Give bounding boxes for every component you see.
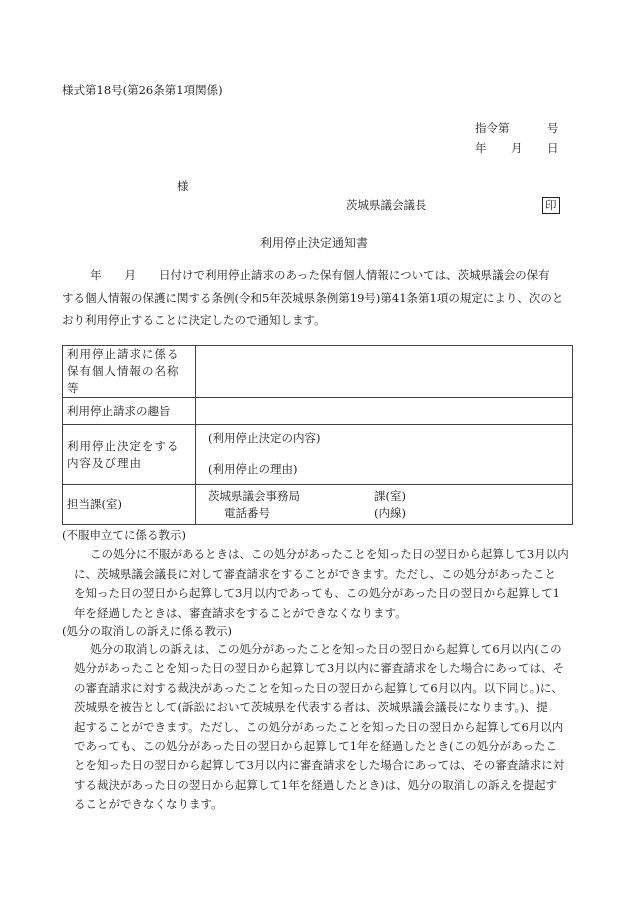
lawsuit-line: 茨城県を被告として(訴訟において茨城県を代表する者は、茨城県議会議長になります。)、提 <box>74 700 548 715</box>
date-day: 日 <box>547 141 559 155</box>
header-line: 利用停止請求に係る <box>67 347 180 361</box>
lawsuit-line: であっても、この処分があった日の翌日から起算して1年を経過したとき(この処分があったこ <box>74 739 557 754</box>
decision-reason-label: (利用停止の理由) <box>208 461 298 476</box>
header-line: 等 <box>67 381 80 395</box>
appeal-line: 年を経過したときは、審査請求をすることができなくなります。 <box>74 605 407 620</box>
header-line: 内容及び理由 <box>67 455 142 470</box>
lawsuit-line: とを知った日の翌日から起算して3月以内に審査請求をした場合にあっては、その審査請求に対 <box>74 758 565 773</box>
division-label: 課(室) <box>374 488 406 503</box>
header-line: 保有個人情報の名称 <box>67 364 180 378</box>
table-row <box>63 346 573 398</box>
appeal-line: を知った日の翌日から起算して3月以内であっても、この処分があった日の翌日から起算して1 <box>74 586 560 601</box>
date-month: 月 <box>511 141 523 155</box>
intro-line: 年 月 日付けで利用停止請求のあった保有個人情報については、茨城県議会の保有 <box>90 268 550 282</box>
extension-label: (内線) <box>374 505 406 520</box>
document-title: 利用停止決定通知書 <box>260 236 369 250</box>
lawsuit-paragraph <box>62 640 582 815</box>
lawsuit-line: の審査請求に対する裁決があったことを知った日の翌日から起算して6月以内。以下同じ。)に、 <box>74 680 563 695</box>
date-year: 年 <box>475 141 487 155</box>
intro-line: おり利用停止することに決定したので通知します。 <box>62 313 326 327</box>
decision-table <box>62 345 573 525</box>
request-purpose-value[interactable] <box>196 398 573 425</box>
directive-number-label: 指令第 <box>475 121 510 135</box>
decision-content-label: (利用停止決定の内容) <box>208 430 321 445</box>
decision-content-header <box>63 425 196 485</box>
appeal-heading: (不服申立てに係る教示) <box>62 528 186 542</box>
table-row <box>63 485 573 525</box>
lawsuit-line: する裁決があった日の翌日から起算して1年を経過したとき)は、処分の取消しの訴えを提起す <box>74 777 558 792</box>
contact-value[interactable] <box>196 485 573 525</box>
appeal-line: に、茨城県議会議長に対して審査請求をすることができます。ただし、この処分があったこと <box>74 566 556 581</box>
recipient-honorific: 様 <box>177 179 189 193</box>
intro-paragraph <box>62 264 582 332</box>
appeal-line: この処分に不服があるときは、この処分があったことを知った日の翌日から起算して3月以内 <box>90 547 569 561</box>
request-purpose-header: 利用停止請求の趣旨 <box>63 398 196 425</box>
intro-line: する個人情報の保護に関する条例(令和5年茨城県条例第19号)第41条第1項の規定により、次のと <box>62 290 564 305</box>
info-name-value[interactable] <box>196 346 573 398</box>
lawsuit-line: 処分の取消しの訴えは、この処分があったことを知った日の翌日から起算して6月以内(この <box>90 642 562 656</box>
appeal-paragraph <box>62 545 582 623</box>
lawsuit-heading: (処分の取消しの訴えに係る教示) <box>62 624 232 638</box>
sender-name: 茨城県議会議長 <box>346 198 427 212</box>
table-row <box>63 398 573 425</box>
info-name-header <box>63 346 196 398</box>
phone-label: 電話番号 <box>224 505 270 520</box>
lawsuit-line: 起することができます。ただし、この処分があったことを知った日の翌日から起算して6月以内 <box>74 719 564 734</box>
lawsuit-line: 処分があったことを知った日の翌日から起算して3月以内に審査請求をした場合にあっては、そ <box>74 661 565 676</box>
office-name: 茨城県議会事務局 <box>208 488 300 503</box>
form-number: 様式第18号(第26条第1項関係) <box>62 83 223 97</box>
contact-header: 担当課(室) <box>63 485 196 525</box>
header-line: 利用停止決定をする <box>67 438 180 453</box>
decision-content-value[interactable] <box>196 425 573 485</box>
lawsuit-line: ることができなくなります。 <box>74 797 223 812</box>
seal-mark: 印 <box>542 197 560 214</box>
directive-number-unit: 号 <box>547 121 559 135</box>
table-row <box>63 425 573 485</box>
